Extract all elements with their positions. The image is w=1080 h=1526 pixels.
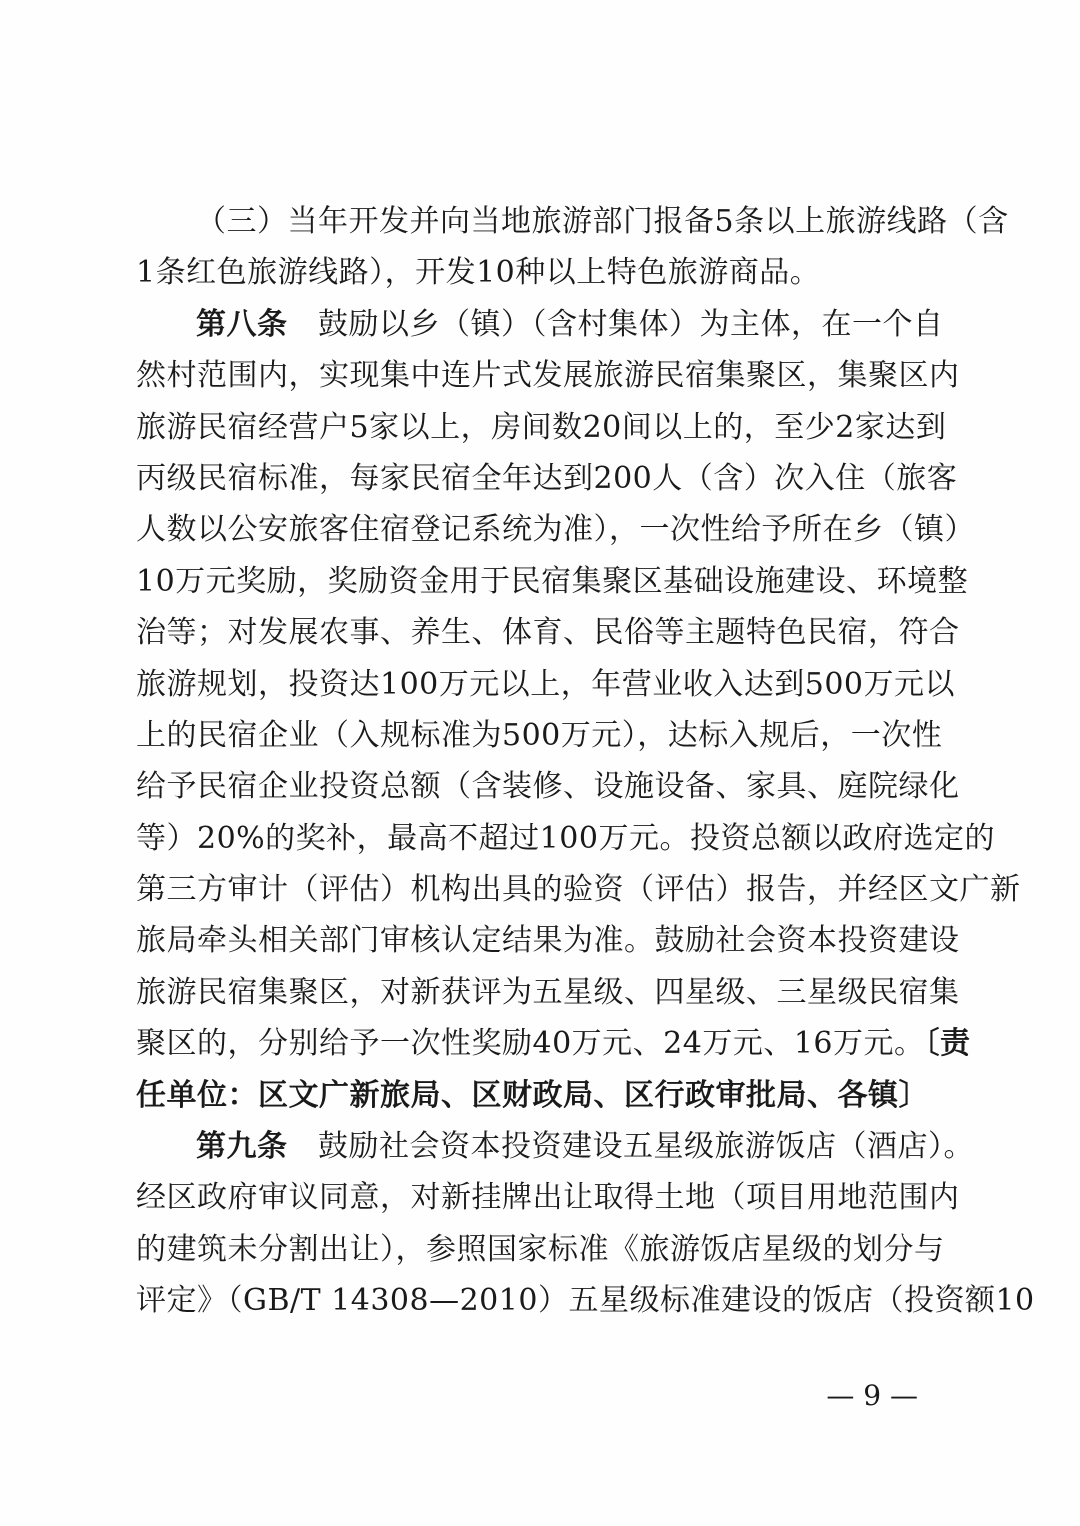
text-line [136, 402, 947, 453]
bold-text: 〔责 [924, 1026, 971, 1062]
text-line [136, 196, 1009, 247]
text-line [136, 453, 958, 504]
text-line [136, 247, 926, 298]
page-number: — 9 — [826, 1379, 918, 1412]
text-line [136, 1275, 1035, 1326]
text-line [136, 504, 975, 555]
text-segment: 经区政府审议同意，对新挂牌出让取得土地（项目用地范围内 [136, 1180, 960, 1216]
text-line [136, 1018, 971, 1069]
text-segment: 旅游民宿集聚区，对新获评为五星级、四星级、三星级民宿集 [136, 974, 960, 1010]
text-line [136, 1224, 945, 1275]
text-segment: 鼓励以乡（镇）（含村集体）为主体，在一个自 [287, 306, 944, 342]
text-line [136, 659, 956, 710]
text-line [136, 761, 960, 812]
text-segment: 人数以公安旅客住宿登记系统为准），一次性给予所在乡（镇） [136, 512, 975, 548]
bold-text: 第九条 [196, 1129, 288, 1165]
text-segment: 10万元奖励，奖励资金用于民宿集聚区基础设施建设、环境整 [136, 563, 969, 599]
text-line [136, 1121, 974, 1172]
text-segment: （三）当年开发并向当地旅游部门报备5条以上旅游线路（含 [196, 204, 1009, 239]
text-line [136, 915, 960, 966]
text-segment: 第三方审计（评估）机构出具的验资（评估）报告，并经区文广新 [136, 872, 1021, 908]
text-segment: 旅游规划，投资达100万元以上，年营业收入达到500万元以 [136, 666, 956, 702]
text-segment: 评定》（GB/T 14308—2010）五星级标准建设的饭店（投资额10 [136, 1283, 1035, 1319]
text-line [136, 864, 1021, 915]
text-segment: 治等；对发展农事、养生、体育、民俗等主题特色民宿，符合 [136, 615, 960, 651]
text-line [136, 607, 960, 658]
bold-text: 第八条 [196, 306, 288, 342]
text-line [136, 967, 960, 1018]
text-segment: 的建筑未分割出让），参照国家标准《旅游饭店星级的划分与 [136, 1231, 945, 1267]
text-line [136, 299, 944, 350]
text-segment: 旅局牵头相关部门审核认定结果为准。鼓励社会资本投资建设 [136, 923, 960, 959]
text-segment: 鼓励社会资本投资建设五星级旅游饭店（酒店）。 [287, 1129, 974, 1165]
text-line [136, 1070, 929, 1121]
text-segment: 旅游民宿经营户5家以上，房间数20间以上的，至少2家达到 [136, 409, 947, 445]
text-segment: 然村范围内，实现集中连片式发展旅游民宿集聚区，集聚区内 [136, 358, 960, 394]
text-segment: 聚区的，分别给予一次性奖励40万元、24万元、16万元。 [136, 1026, 925, 1062]
text-segment: 1条红色旅游线路），开发10种以上特色旅游商品。 [136, 255, 821, 291]
text-segment: 上的民宿企业（入规标准为500万元），达标入规后，一次性 [136, 717, 943, 753]
text-segment: 丙级民宿标准，每家民宿全年达到200人（含）次入住（旅客 [136, 460, 958, 496]
text-segment: 给予民宿企业投资总额（含装修、设施设备、家具、庭院绿化 [136, 769, 960, 805]
text-line [136, 813, 995, 864]
body-text [136, 196, 1035, 1327]
bold-text: 任单位：区文广新旅局、区财政局、区行政审批局、各镇〕 [136, 1077, 929, 1113]
text-segment: 等）20%的奖补，最高不超过100万元。投资总额以政府选定的 [136, 820, 995, 856]
text-line [136, 350, 960, 401]
text-line [136, 1172, 960, 1223]
text-line [136, 710, 943, 761]
text-line [136, 556, 969, 607]
